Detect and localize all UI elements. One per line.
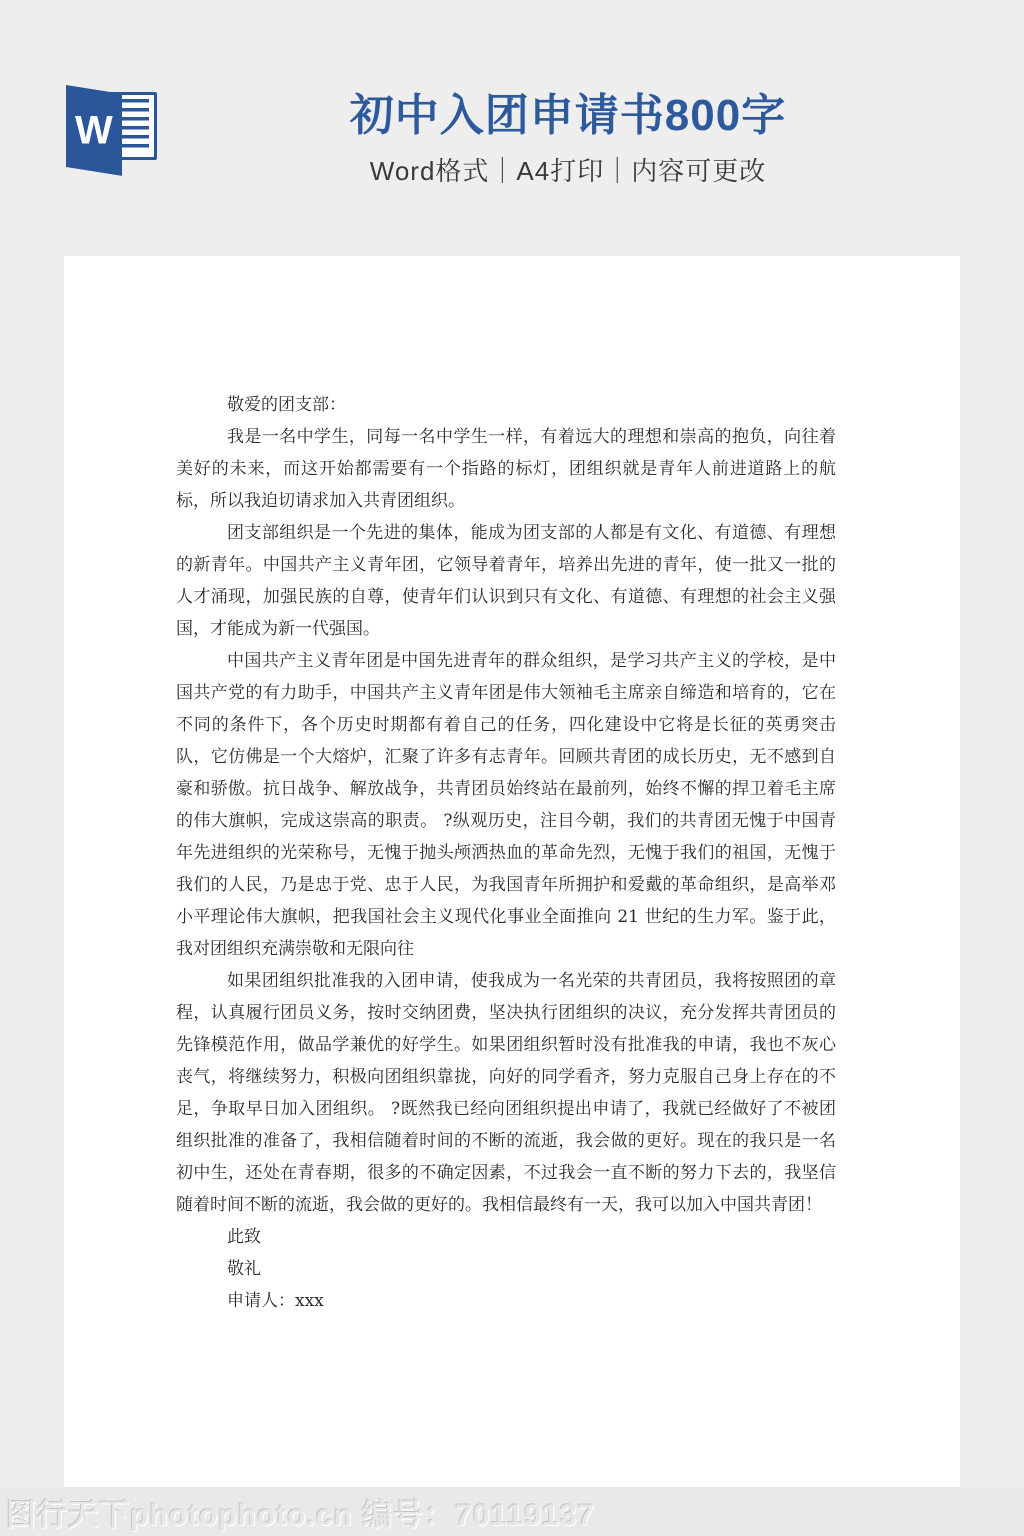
page-title: 初中入团申请书800字 xyxy=(349,91,787,140)
document-paragraph: 敬礼 xyxy=(227,1259,261,1279)
page-subtitle: Word格式｜A4打印｜内容可更改 xyxy=(369,156,767,186)
document-paragraph: 此致 xyxy=(227,1227,261,1247)
document-paragraph: 如果团组织批准我的入团申请，使我成为一名光荣的共青团员，我将按照团的章程，认真履行团员义务，按时交纳团费，坚决执行团组织的决议，充分发挥共青团员的先锋模范作用，做品学兼优的好学生。如果团组织暂时没有批准我的申请，我也不灰心丧气，将继续努力，积极向团组织靠拢，向好的同学看齐，努力克服自己身上存在的不足，争取早日加入团组织。 ?既然我已经向团组织提出申请了，我就已经做好了不被团组织批准的准备了，我相信随着时间的不断的流逝，我会做的更好。现在的我只是一名初中生，还处在青春期，很多的不确定因素，不过我会一直不断的努力下去的，我坚信随着时间不断的流逝，我会做的更好的。我相信最终有一天，我可以加入中国共青团！ xyxy=(176,971,836,1215)
watermark-bar xyxy=(0,1487,1024,1536)
word-icon-letter: W xyxy=(75,108,113,153)
watermark-text: 图行天下photophoto.cn 编号：70119137 xyxy=(6,1498,596,1532)
document-paragraph: 团支部组织是一个先进的集体，能成为团支部的人都是有文化、有道德、有理想的新青年。中国共产主义青年团，它领导着青年，培养出先进的青年，使一批又一批的人才涌现，加强民族的自尊，使青年们认识到只有文化、有道德、有理想的社会主义强国，才能成为新一代强国。 xyxy=(176,523,836,639)
header-text xyxy=(0,92,1024,187)
document-page xyxy=(64,256,960,1487)
document-paragraph: 中国共产主义青年团是中国先进青年的群众组织，是学习共产主义的学校，是中国共产党的有力助手，中国共产主义青年团是伟大领袖毛主席亲自缔造和培育的，它在不同的条件下，各个历史时期都有着自己的任务，四化建设中它将是长征的英勇突击队，它仿佛是一个大熔炉，汇聚了许多有志青年。回顾共青团的成长历史，无不感到自豪和骄傲。抗日战争、解放战争，共青团员始终站在最前列，始终不懈的捍卫着毛主席的伟大旗帜，完成这崇高的职责。 ?纵观历史，注目今朝，我们的共青团无愧于中国青年先进组织的光荣称号，无愧于抛头颅洒热血的革命先烈，无愧于我们的祖国，无愧于我们的人民，乃是忠于党、忠于人民，为我国青年所拥护和爱戴的革命组织，是高举邓小平理论伟大旗帜，把我国社会主义现代化事业全面推向 21 世纪的生力军。鉴于此，我对团组织充满崇敬和无限向往 xyxy=(176,651,836,959)
document-paragraph: 我是一名中学生，同每一名中学生一样，有着远大的理想和崇高的抱负，向往着美好的未来，而这开始都需要有一个指路的标灯，团组织就是青年人前进道路上的航标，所以我迫切请求加入共青团组织。 xyxy=(176,427,836,511)
document-paragraph: 敬爱的团支部： xyxy=(227,395,346,415)
header-banner xyxy=(0,0,1024,256)
document-paragraph: 申请人：xxx xyxy=(227,1291,324,1311)
